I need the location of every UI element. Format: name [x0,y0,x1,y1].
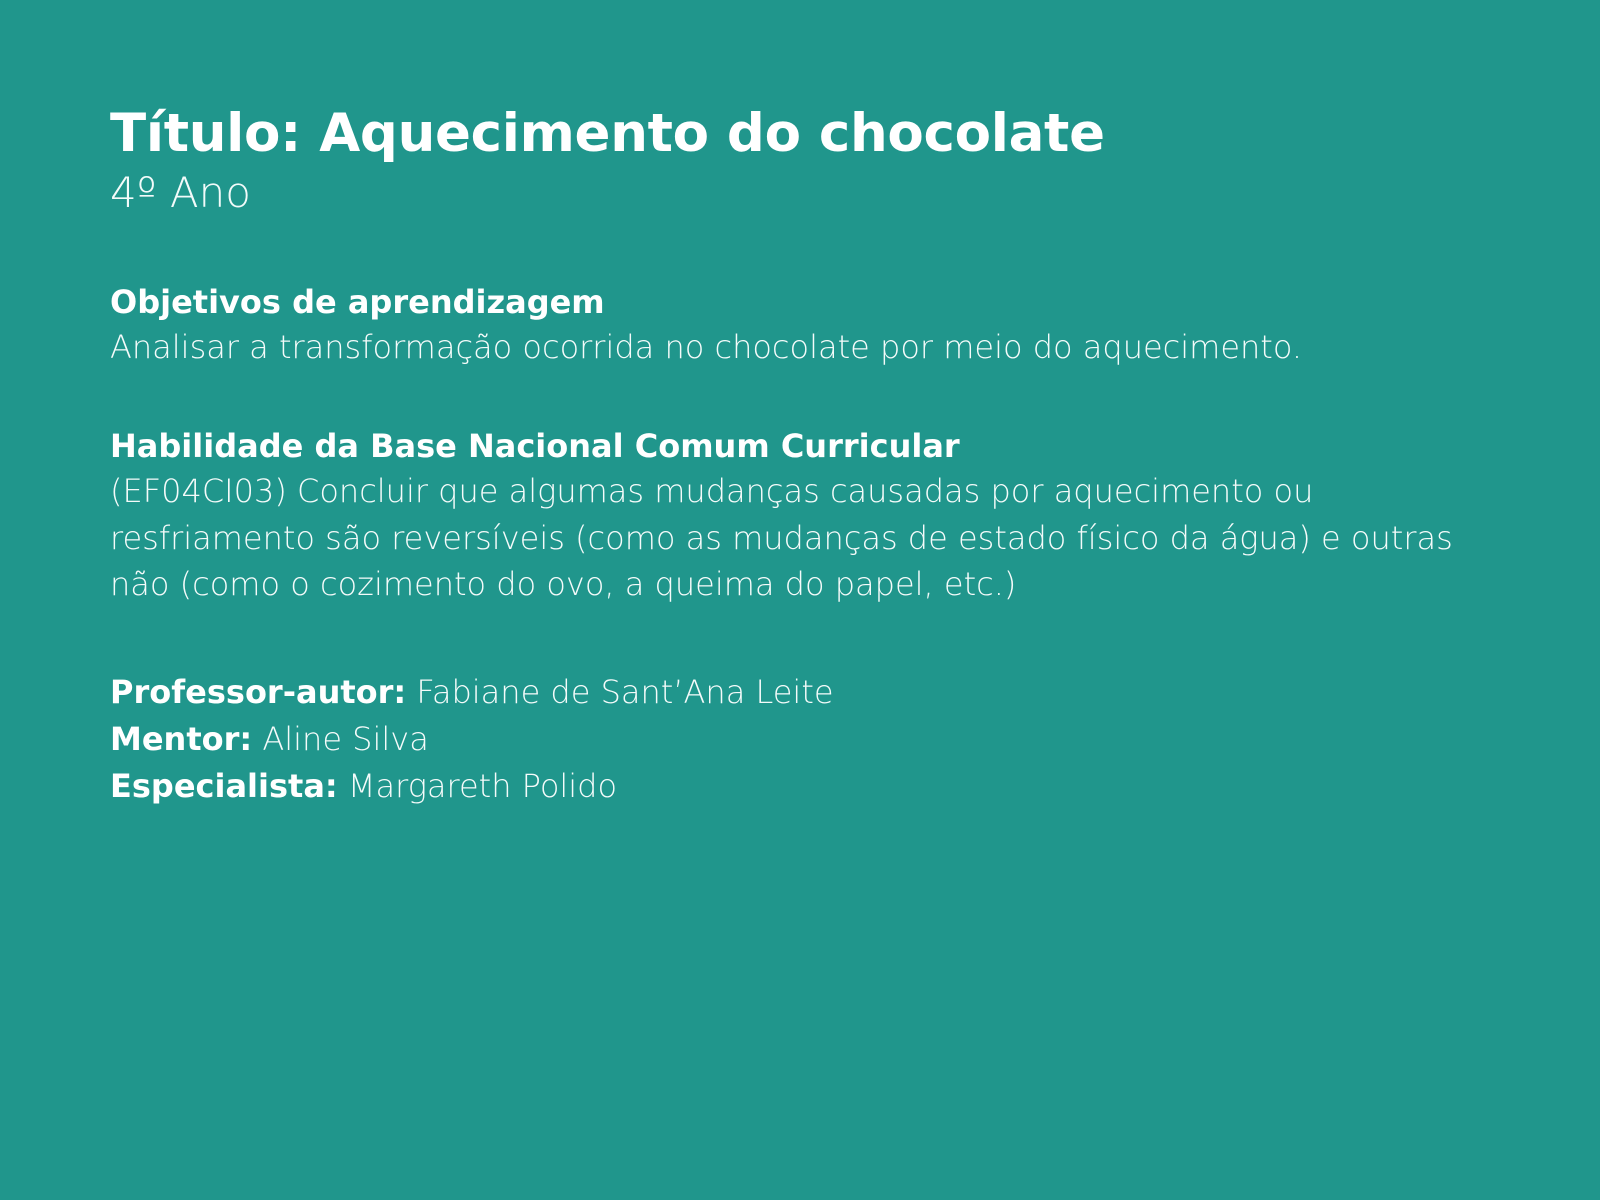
credit-especialista [110,763,1490,810]
section-objetivos [110,282,1490,370]
section-objetivos-heading: Objetivos de aprendizagem [110,282,605,321]
section-objetivos-body: Analisar a transformação ocorrida no chocolate por meio do aquecimento. [110,327,1303,366]
credit-professor-autor-value: Fabiane de Sant’Ana Leite [416,673,834,712]
credit-professor-autor-label: Professor-autor: [110,673,407,712]
section-habilidade-heading: Habilidade da Base Nacional Comum Curricular [110,427,960,466]
credits-list [110,669,1490,810]
credit-professor-autor [110,669,1490,716]
section-habilidade [110,426,1490,607]
credit-mentor-value: Aline Silva [262,720,429,759]
section-habilidade-body: (EF04CI03) Concluir que algumas mudanças causadas por aquecimento ou resfriamento são reversíveis (como as mudanças de estado físico da água) e outras não (como o cozimento do ovo, a queima do papel, etc.) [110,472,1453,604]
credit-mentor-label: Mentor: [110,720,253,759]
credit-mentor [110,716,1490,763]
credit-especialista-label: Especialista: [110,767,338,806]
grade-label: 4º Ano [110,168,251,218]
page-title: Título: Aquecimento do chocolate [110,103,1105,164]
credit-especialista-value: Margareth Polido [347,767,618,806]
